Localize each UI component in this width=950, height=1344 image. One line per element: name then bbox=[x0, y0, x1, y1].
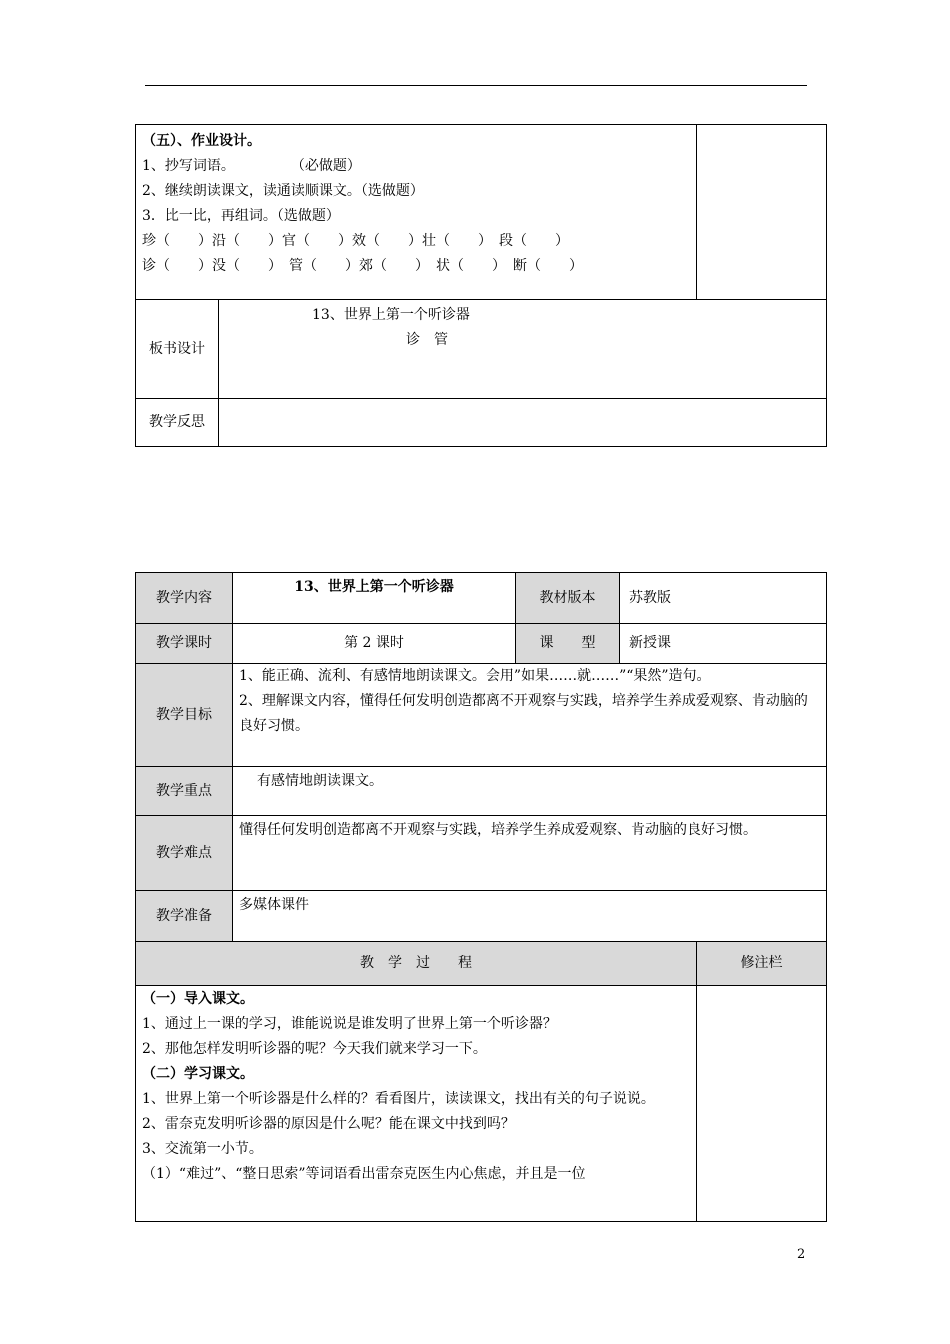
difficulty-value: 懂得任何发明创造都离不开观察与实践，培养学生养成爱观察、肯动脑的良好习惯。 bbox=[233, 816, 827, 891]
board-words: 诊 管 bbox=[406, 332, 448, 348]
prep-label: 教学准备 bbox=[136, 891, 233, 942]
difficulty-label: 教学难点 bbox=[136, 816, 233, 891]
goals-line: 1、能正确、流利、有感情地朗读课文。会用”如果……就……”“果然”造句。 bbox=[239, 668, 711, 684]
type-value: 新授课 bbox=[620, 624, 827, 664]
process-line: 1、世界上第一个听诊器是什么样的？看看图片，读读课文，找出有关的句子说说。 bbox=[142, 1091, 655, 1107]
process-cell bbox=[136, 986, 697, 1222]
homework-notes-cell bbox=[697, 125, 827, 300]
process-line: （1）“难过”、“整日思索”等词语看出雷奈克医生内心焦虑，并且是一位 bbox=[142, 1166, 586, 1182]
process-label: 教 学 过 程 bbox=[136, 942, 697, 986]
type-label: 课 型 bbox=[516, 624, 620, 664]
top-table bbox=[135, 124, 827, 447]
board-cell bbox=[219, 300, 827, 399]
content-value: 13、世界上第一个听诊器 bbox=[233, 573, 516, 624]
compare-row-2: 诊（ ）没（ ） 管（ ）郊（ ） 状（ ） 断（ ） bbox=[142, 258, 583, 274]
process-line: 2、那他怎样发明听诊器的呢？今天我们就来学习一下。 bbox=[142, 1041, 487, 1057]
edition-label: 教材版本 bbox=[516, 573, 620, 624]
reflection-label: 教学反思 bbox=[136, 399, 219, 447]
notes-label: 修注栏 bbox=[697, 942, 827, 986]
prep-value: 多媒体课件 bbox=[233, 891, 827, 942]
key-value: 有感情地朗读课文。 bbox=[233, 767, 827, 816]
notes-cell bbox=[697, 986, 827, 1222]
goals-cell bbox=[233, 664, 827, 767]
edition-value: 苏教版 bbox=[620, 573, 827, 624]
reflection-cell bbox=[219, 399, 827, 447]
homework-heading: （五）、作业设计。 bbox=[142, 133, 261, 149]
process-line: 1、通过上一课的学习，谁能说说是谁发明了世界上第一个听诊器？ bbox=[142, 1016, 557, 1032]
board-label: 板书设计 bbox=[136, 300, 219, 399]
goals-line: 2、理解课文内容，懂得任何发明创造都离不开观察与实践，培养学生养成爱观察、肯动脑的良好习惯。 bbox=[239, 693, 808, 734]
content-label: 教学内容 bbox=[136, 573, 233, 624]
header-rule bbox=[145, 85, 807, 86]
process-line: 3、交流第一小节。 bbox=[142, 1141, 263, 1157]
period-label: 教学课时 bbox=[136, 624, 233, 664]
process-line: 2、雷奈克发明听诊器的原因是什么呢？能在课文中找到吗？ bbox=[142, 1116, 515, 1132]
key-label: 教学重点 bbox=[136, 767, 233, 816]
homework-line: 2、继续朗读课文，读通读顺课文。（选做题） bbox=[142, 183, 424, 199]
page-number: 2 bbox=[797, 1247, 806, 1262]
homework-line: 3．比一比，再组词。（选做题） bbox=[142, 208, 340, 224]
section-heading: （二）学习课文。 bbox=[142, 1066, 254, 1082]
homework-cell bbox=[136, 125, 697, 300]
homework-line: 1、抄写词语。 （必做题） bbox=[142, 158, 361, 174]
lesson-table bbox=[135, 572, 827, 1222]
board-title: 13、世界上第一个听诊器 bbox=[312, 307, 470, 323]
section-heading: （一）导入课文。 bbox=[142, 991, 254, 1007]
compare-row-1: 珍（ ）沿（ ）官（ ）效（ ）壮（ ） 段（ ） bbox=[142, 233, 569, 249]
period-value: 第 2 课时 bbox=[233, 624, 516, 664]
goals-label: 教学目标 bbox=[136, 664, 233, 767]
